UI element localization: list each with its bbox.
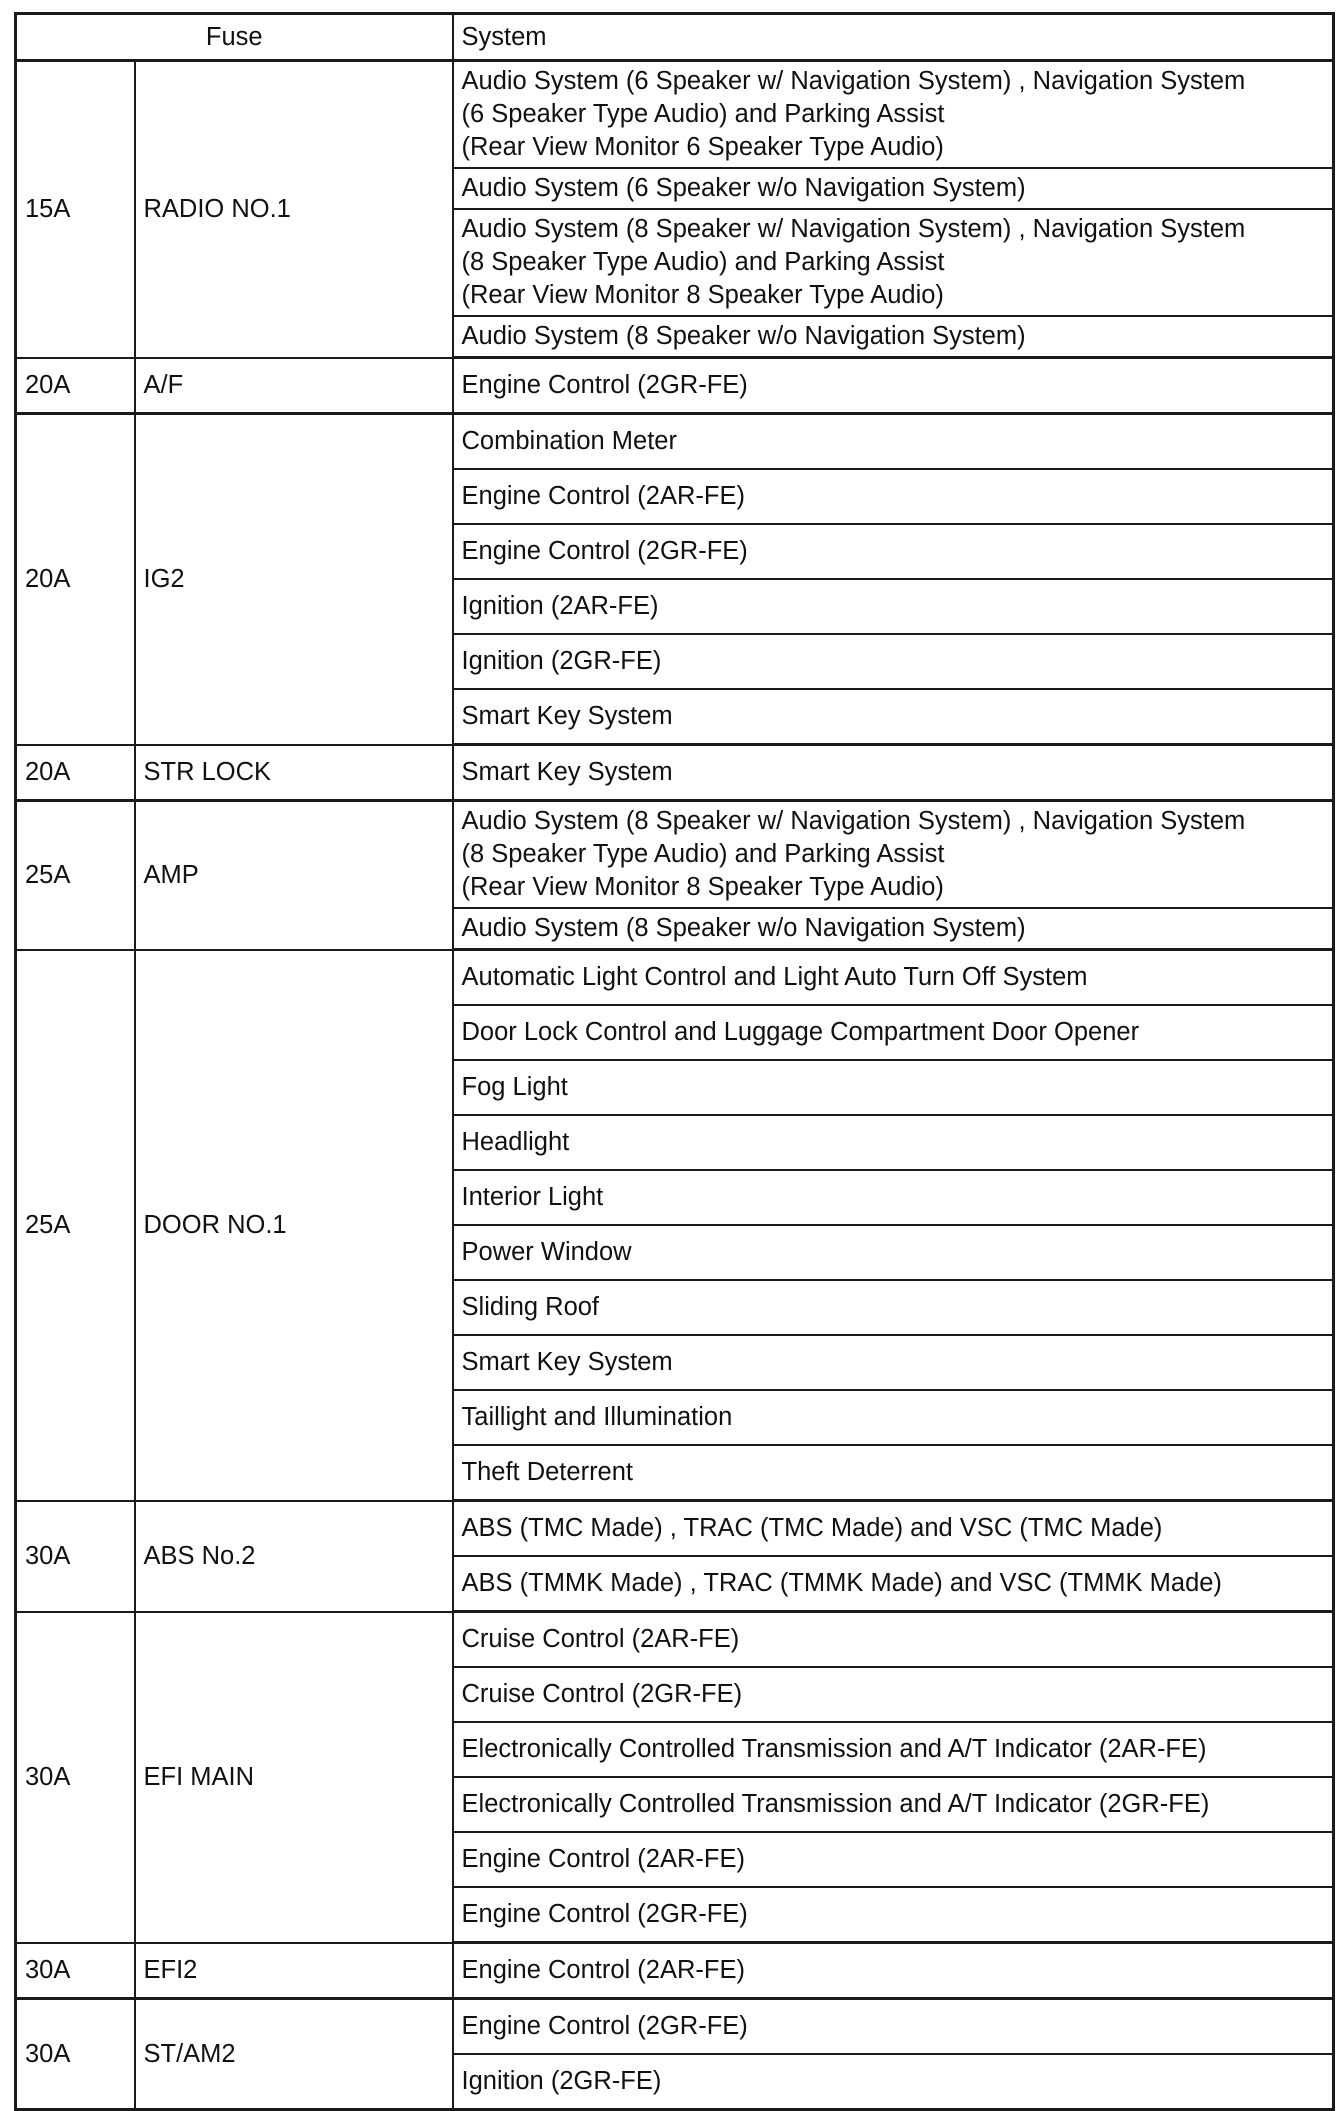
system-cell (453, 1667, 1334, 1722)
system-cell (453, 2054, 1334, 2110)
system-cell (453, 524, 1334, 579)
system-cell (453, 1170, 1334, 1225)
system-cell (453, 1501, 1334, 1557)
system-text-line: Engine Control (2GR-FE) (461, 537, 748, 565)
system-cell (453, 168, 1334, 209)
fuse-name-cell: A/F (135, 358, 453, 414)
table-row (16, 1999, 1334, 2055)
fuse-amperage-cell: 20A (16, 358, 135, 414)
system-text-line: Smart Key System (461, 758, 673, 786)
fuse-amperage-cell: 30A (16, 1501, 135, 1612)
table-row (16, 1943, 1334, 1999)
system-text-line: Automatic Light Control and Light Auto Turn Off System (461, 963, 1088, 991)
system-cell (453, 1722, 1334, 1777)
system-text-line: (8 Speaker Type Audio) and Parking Assist (461, 840, 945, 868)
table-row (16, 1612, 1334, 1668)
fuse-amperage-cell: 20A (16, 745, 135, 801)
table-row (16, 745, 1334, 801)
system-text-line: Power Window (461, 1238, 632, 1266)
system-text-line: Audio System (8 Speaker w/ Navigation System) , Navigation System (461, 215, 1246, 243)
system-text-line: Theft Deterrent (461, 1458, 634, 1486)
system-cell (453, 1612, 1334, 1668)
system-cell (453, 1999, 1334, 2055)
table-row (16, 414, 1334, 470)
system-text-line: Electronically Controlled Transmission and A/T Indicator (2AR-FE) (461, 1735, 1207, 1763)
fuse-system-table (14, 12, 1335, 2111)
system-cell (453, 1887, 1334, 1943)
fuse-name-cell: IG2 (135, 414, 453, 745)
system-text-line: Audio System (8 Speaker w/ Navigation System) , Navigation System (461, 807, 1246, 835)
system-cell (453, 579, 1334, 634)
system-cell (453, 908, 1334, 950)
system-text-line: Ignition (2GR-FE) (461, 2067, 662, 2095)
system-cell (453, 745, 1334, 801)
system-cell (453, 1943, 1334, 1999)
fuse-amperage-cell: 30A (16, 1999, 135, 2110)
system-text-line: Smart Key System (461, 702, 673, 730)
fuse-amperage-cell: 25A (16, 801, 135, 950)
system-text-line: Electronically Controlled Transmission and A/T Indicator (2GR-FE) (461, 1790, 1210, 1818)
system-cell (453, 316, 1334, 358)
system-cell (453, 1335, 1334, 1390)
system-text-line: Smart Key System (461, 1348, 673, 1376)
system-cell (453, 1005, 1334, 1060)
table-row (16, 801, 1334, 909)
system-text-line: Ignition (2GR-FE) (461, 647, 662, 675)
system-cell (453, 209, 1334, 316)
fuse-name-cell: EFI MAIN (135, 1612, 453, 1943)
system-text-line: Door Lock Control and Luggage Compartment Door Opener (461, 1018, 1140, 1046)
system-cell (453, 1115, 1334, 1170)
system-cell (453, 469, 1334, 524)
fuse-column-header: Fuse (16, 14, 453, 61)
system-cell (453, 689, 1334, 745)
system-text-line: Fog Light (461, 1073, 568, 1101)
fuse-name-cell: DOOR NO.1 (135, 950, 453, 1501)
system-text-line: Audio System (8 Speaker w/o Navigation System) (461, 914, 1026, 942)
system-text-line: Engine Control (2AR-FE) (461, 1845, 745, 1873)
system-text-line: ABS (TMC Made) , TRAC (TMC Made) and VSC (TMC Made) (461, 1514, 1163, 1542)
fuse-name-cell: EFI2 (135, 1943, 453, 1999)
system-cell (453, 801, 1334, 909)
system-text-line: Headlight (461, 1128, 570, 1156)
system-text-line: (Rear View Monitor 6 Speaker Type Audio) (461, 133, 944, 161)
table-row (16, 950, 1334, 1006)
system-cell (453, 1390, 1334, 1445)
system-text-line: Engine Control (2GR-FE) (461, 371, 748, 399)
fuse-name-cell: ST/AM2 (135, 1999, 453, 2110)
system-cell (453, 1445, 1334, 1501)
system-cell (453, 1832, 1334, 1887)
system-column-header: System (453, 14, 1334, 61)
system-text-line: Combination Meter (461, 427, 677, 455)
system-text-line: Cruise Control (2AR-FE) (461, 1625, 740, 1653)
fuse-amperage-cell: 30A (16, 1612, 135, 1943)
system-cell (453, 1556, 1334, 1612)
system-text-line: ABS (TMMK Made) , TRAC (TMMK Made) and VSC (TMMK Made) (461, 1569, 1222, 1597)
table-header (16, 14, 1334, 61)
system-cell (453, 1777, 1334, 1832)
system-cell (453, 950, 1334, 1006)
system-text-line: (Rear View Monitor 8 Speaker Type Audio) (461, 281, 944, 309)
system-text-line: Taillight and Illumination (461, 1403, 733, 1431)
system-text-line: Cruise Control (2GR-FE) (461, 1680, 743, 1708)
fuse-name-cell: AMP (135, 801, 453, 950)
system-text-line: Sliding Roof (461, 1293, 600, 1321)
system-text-line: Interior Light (461, 1183, 604, 1211)
system-cell (453, 358, 1334, 414)
header-row (16, 14, 1334, 61)
system-cell (453, 1060, 1334, 1115)
fuse-name-cell: ABS No.2 (135, 1501, 453, 1612)
fuse-amperage-cell: 25A (16, 950, 135, 1501)
system-text-line: Engine Control (2GR-FE) (461, 2012, 748, 2040)
system-text-line: Audio System (8 Speaker w/o Navigation System) (461, 322, 1026, 350)
fuse-amperage-cell: 20A (16, 414, 135, 745)
system-cell (453, 634, 1334, 689)
system-text-line: (6 Speaker Type Audio) and Parking Assist (461, 100, 945, 128)
system-text-line: (Rear View Monitor 8 Speaker Type Audio) (461, 873, 944, 901)
system-cell (453, 414, 1334, 470)
fuse-amperage-cell: 30A (16, 1943, 135, 1999)
table-row (16, 1501, 1334, 1557)
fuse-amperage-cell: 15A (16, 61, 135, 358)
system-cell (453, 1225, 1334, 1280)
system-text-line: Engine Control (2AR-FE) (461, 482, 745, 510)
system-text-line: Engine Control (2AR-FE) (461, 1956, 745, 1984)
system-cell (453, 1280, 1334, 1335)
table-row (16, 61, 1334, 169)
system-text-line: Audio System (6 Speaker w/ Navigation System) , Navigation System (461, 67, 1246, 95)
system-text-line: Audio System (6 Speaker w/o Navigation System) (461, 174, 1026, 202)
system-text-line: Engine Control (2GR-FE) (461, 1900, 748, 1928)
fuse-name-cell: STR LOCK (135, 745, 453, 801)
system-cell (453, 61, 1334, 169)
table-row (16, 358, 1334, 414)
system-text-line: Ignition (2AR-FE) (461, 592, 659, 620)
system-text-line: (8 Speaker Type Audio) and Parking Assist (461, 248, 945, 276)
table-body (16, 61, 1334, 2110)
fuse-name-cell: RADIO NO.1 (135, 61, 453, 358)
